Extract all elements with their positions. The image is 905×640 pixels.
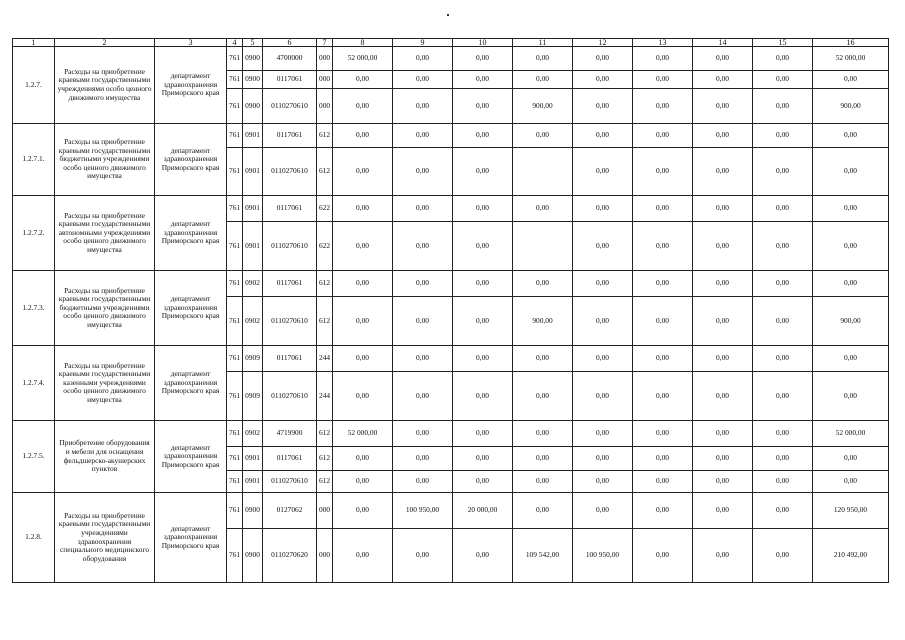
amount-col-11: 0,00 <box>513 71 573 89</box>
code-expense-type: 612 <box>317 421 333 447</box>
expense-description: Расходы на приобретение краевыми государственными учреждениями здравоохранения специального медицинского оборудования <box>55 493 155 583</box>
table-row <box>13 196 889 222</box>
department-name: департамент здравоохранения Приморского края <box>155 271 227 346</box>
department-name: департамент здравоохранения Приморского края <box>155 47 227 124</box>
code-ministry: 761 <box>227 148 243 196</box>
amount-col-12: 0,00 <box>573 447 633 471</box>
column-number-9: 9 <box>393 39 453 47</box>
amount-col-15: 0,00 <box>753 222 813 271</box>
code-target-item: 0117061 <box>263 271 317 297</box>
code-target-item: 0117061 <box>263 71 317 89</box>
amount-col-8: 0,00 <box>333 471 393 493</box>
amount-col-14: 0,00 <box>693 471 753 493</box>
code-section: 0901 <box>243 471 263 493</box>
amount-col-9: 0,00 <box>393 222 453 271</box>
amount-col-10: 0,00 <box>453 148 513 196</box>
code-ministry: 761 <box>227 471 243 493</box>
amount-col-12: 0,00 <box>573 89 633 124</box>
amount-col-14: 0,00 <box>693 222 753 271</box>
department-name: департамент здравоохранения Приморского края <box>155 346 227 421</box>
code-section: 0901 <box>243 148 263 196</box>
code-expense-type: 244 <box>317 346 333 372</box>
amount-col-11: 0,00 <box>513 196 573 222</box>
code-section: 0902 <box>243 297 263 346</box>
code-section: 0909 <box>243 372 263 421</box>
amount-col-12: 0,00 <box>573 271 633 297</box>
code-expense-type: 000 <box>317 71 333 89</box>
amount-col-9: 0,00 <box>393 148 453 196</box>
amount-col-15: 0,00 <box>753 372 813 421</box>
expense-description: Приобретение оборудования и мебели для оснащения фельдшерско-акушерских пунктов <box>55 421 155 493</box>
column-number-16: 16 <box>813 39 889 47</box>
amount-col-14: 0,00 <box>693 493 753 529</box>
amount-col-14: 0,00 <box>693 372 753 421</box>
amount-col-16: 0,00 <box>813 222 889 271</box>
code-expense-type: 000 <box>317 493 333 529</box>
code-ministry: 761 <box>227 447 243 471</box>
code-target-item: 0110270610 <box>263 89 317 124</box>
column-number-14: 14 <box>693 39 753 47</box>
amount-col-14: 0,00 <box>693 297 753 346</box>
amount-col-14: 0,00 <box>693 421 753 447</box>
amount-col-16: 0,00 <box>813 124 889 148</box>
amount-col-13: 0,00 <box>633 493 693 529</box>
code-target-item: 0117061 <box>263 124 317 148</box>
amount-col-8: 0,00 <box>333 222 393 271</box>
amount-col-14: 0,00 <box>693 89 753 124</box>
amount-col-13: 0,00 <box>633 148 693 196</box>
amount-col-9: 0,00 <box>393 71 453 89</box>
code-expense-type: 244 <box>317 372 333 421</box>
row-number: 1.2.8. <box>13 493 55 583</box>
amount-col-11: 0,00 <box>513 471 573 493</box>
table-row <box>13 47 889 71</box>
column-number-1: 1 <box>13 39 55 47</box>
table-body <box>13 39 889 583</box>
amount-col-15: 0,00 <box>753 89 813 124</box>
amount-col-8: 0,00 <box>333 529 393 583</box>
code-expense-type: 612 <box>317 471 333 493</box>
column-number-4: 4 <box>227 39 243 47</box>
column-number-5: 5 <box>243 39 263 47</box>
amount-col-11: 900,00 <box>513 89 573 124</box>
column-number-3: 3 <box>155 39 227 47</box>
row-number: 1.2.7.5. <box>13 421 55 493</box>
amount-col-8: 0,00 <box>333 124 393 148</box>
amount-col-11: 0,00 <box>513 47 573 71</box>
table-row <box>13 421 889 447</box>
amount-col-15: 0,00 <box>753 529 813 583</box>
code-expense-type: 612 <box>317 447 333 471</box>
column-number-8: 8 <box>333 39 393 47</box>
amount-col-8: 0,00 <box>333 447 393 471</box>
amount-col-12: 0,00 <box>573 71 633 89</box>
amount-col-16: 900,00 <box>813 89 889 124</box>
amount-col-8: 52 000,00 <box>333 421 393 447</box>
table-row <box>13 124 889 148</box>
amount-col-10: 0,00 <box>453 529 513 583</box>
amount-col-12: 0,00 <box>573 421 633 447</box>
code-section: 0900 <box>243 71 263 89</box>
amount-col-10: 0,00 <box>453 372 513 421</box>
code-target-item: 0110270610 <box>263 471 317 493</box>
amount-col-8: 0,00 <box>333 297 393 346</box>
amount-col-13: 0,00 <box>633 372 693 421</box>
amount-col-12: 0,00 <box>573 471 633 493</box>
amount-col-11: 0,00 <box>513 271 573 297</box>
amount-col-8: 52 000,00 <box>333 47 393 71</box>
table-row <box>13 493 889 529</box>
amount-col-8: 0,00 <box>333 372 393 421</box>
code-target-item: 0117061 <box>263 346 317 372</box>
code-target-item: 4700000 <box>263 47 317 71</box>
expense-description: Расходы на приобретение краевыми государственными бюджетными учреждениями особо ценного движимого имущества <box>55 271 155 346</box>
code-target-item: 0110270610 <box>263 148 317 196</box>
amount-col-12: 0,00 <box>573 47 633 71</box>
amount-col-8: 0,00 <box>333 196 393 222</box>
row-number: 1.2.7.2. <box>13 196 55 271</box>
amount-col-16: 0,00 <box>813 346 889 372</box>
amount-col-9: 0,00 <box>393 346 453 372</box>
expense-description: Расходы на приобретение краевыми государственными автономными учреждениями особо ценного движимого имущества <box>55 196 155 271</box>
amount-col-10: 20 000,00 <box>453 493 513 529</box>
expense-description: Расходы на приобретение краевыми государственными казенными учреждениями особо ценного движимого имущества <box>55 346 155 421</box>
amount-col-11: 0,00 <box>513 346 573 372</box>
amount-col-11: 0,00 <box>513 421 573 447</box>
amount-col-11: 109 542,00 <box>513 529 573 583</box>
code-expense-type: 622 <box>317 196 333 222</box>
amount-col-8: 0,00 <box>333 346 393 372</box>
row-number: 1.2.7.4. <box>13 346 55 421</box>
amount-col-9: 0,00 <box>393 447 453 471</box>
code-section: 0901 <box>243 196 263 222</box>
code-section: 0901 <box>243 447 263 471</box>
code-ministry: 761 <box>227 47 243 71</box>
column-number-15: 15 <box>753 39 813 47</box>
code-ministry: 761 <box>227 222 243 271</box>
code-expense-type: 612 <box>317 271 333 297</box>
amount-col-15: 0,00 <box>753 71 813 89</box>
amount-col-10: 0,00 <box>453 297 513 346</box>
amount-col-10: 0,00 <box>453 447 513 471</box>
amount-col-13: 0,00 <box>633 346 693 372</box>
code-section: 0902 <box>243 421 263 447</box>
amount-col-13: 0,00 <box>633 471 693 493</box>
budget-table <box>12 38 889 583</box>
amount-col-9: 0,00 <box>393 89 453 124</box>
amount-col-10: 0,00 <box>453 471 513 493</box>
column-number-10: 10 <box>453 39 513 47</box>
amount-col-14: 0,00 <box>693 447 753 471</box>
amount-col-15: 0,00 <box>753 471 813 493</box>
code-ministry: 761 <box>227 372 243 421</box>
code-section: 0900 <box>243 89 263 124</box>
amount-col-11: 0,00 <box>513 372 573 421</box>
amount-col-13: 0,00 <box>633 71 693 89</box>
amount-col-10: 0,00 <box>453 124 513 148</box>
code-expense-type: 622 <box>317 222 333 271</box>
amount-col-13: 0,00 <box>633 271 693 297</box>
code-ministry: 761 <box>227 71 243 89</box>
code-target-item: 4719900 <box>263 421 317 447</box>
column-number-6: 6 <box>263 39 317 47</box>
table-row <box>13 346 889 372</box>
amount-col-13: 0,00 <box>633 297 693 346</box>
amount-col-13: 0,00 <box>633 529 693 583</box>
amount-col-11 <box>513 222 573 271</box>
code-section: 0901 <box>243 222 263 271</box>
amount-col-12: 0,00 <box>573 148 633 196</box>
amount-col-11: 900,00 <box>513 297 573 346</box>
amount-col-9: 100 950,00 <box>393 493 453 529</box>
amount-col-15: 0,00 <box>753 447 813 471</box>
amount-col-8: 0,00 <box>333 71 393 89</box>
amount-col-9: 0,00 <box>393 271 453 297</box>
code-target-item: 0110270610 <box>263 297 317 346</box>
amount-col-13: 0,00 <box>633 47 693 71</box>
amount-col-15: 0,00 <box>753 297 813 346</box>
scan-dot <box>447 14 449 16</box>
amount-col-9: 0,00 <box>393 124 453 148</box>
amount-col-9: 0,00 <box>393 372 453 421</box>
amount-col-16: 120 950,00 <box>813 493 889 529</box>
code-target-item: 0110270620 <box>263 529 317 583</box>
code-section: 0902 <box>243 271 263 297</box>
amount-col-12: 0,00 <box>573 346 633 372</box>
code-expense-type: 000 <box>317 529 333 583</box>
header-row <box>13 39 889 47</box>
amount-col-16: 900,00 <box>813 297 889 346</box>
amount-col-9: 0,00 <box>393 471 453 493</box>
amount-col-9: 0,00 <box>393 47 453 71</box>
amount-col-12: 100 950,00 <box>573 529 633 583</box>
amount-col-12: 0,00 <box>573 222 633 271</box>
code-section: 0900 <box>243 529 263 583</box>
row-number: 1.2.7.3. <box>13 271 55 346</box>
code-ministry: 761 <box>227 124 243 148</box>
amount-col-8: 0,00 <box>333 493 393 529</box>
amount-col-13: 0,00 <box>633 89 693 124</box>
column-number-13: 13 <box>633 39 693 47</box>
amount-col-16: 52 000,00 <box>813 47 889 71</box>
amount-col-15: 0,00 <box>753 271 813 297</box>
amount-col-13: 0,00 <box>633 124 693 148</box>
amount-col-10: 0,00 <box>453 71 513 89</box>
code-target-item: 0127062 <box>263 493 317 529</box>
amount-col-9: 0,00 <box>393 196 453 222</box>
amount-col-8: 0,00 <box>333 148 393 196</box>
column-number-11: 11 <box>513 39 573 47</box>
amount-col-11: 0,00 <box>513 124 573 148</box>
code-expense-type: 612 <box>317 148 333 196</box>
column-number-12: 12 <box>573 39 633 47</box>
code-target-item: 0117061 <box>263 196 317 222</box>
amount-col-11: 0,00 <box>513 447 573 471</box>
amount-col-8: 0,00 <box>333 89 393 124</box>
amount-col-16: 210 492,00 <box>813 529 889 583</box>
amount-col-12: 0,00 <box>573 124 633 148</box>
amount-col-13: 0,00 <box>633 196 693 222</box>
code-ministry: 761 <box>227 529 243 583</box>
amount-col-16: 0,00 <box>813 271 889 297</box>
amount-col-16: 0,00 <box>813 71 889 89</box>
code-ministry: 761 <box>227 346 243 372</box>
amount-col-15: 0,00 <box>753 124 813 148</box>
code-ministry: 761 <box>227 89 243 124</box>
amount-col-14: 0,00 <box>693 271 753 297</box>
amount-col-12: 0,00 <box>573 493 633 529</box>
code-ministry: 761 <box>227 196 243 222</box>
amount-col-16: 0,00 <box>813 447 889 471</box>
amount-col-12: 0,00 <box>573 372 633 421</box>
amount-col-16: 0,00 <box>813 148 889 196</box>
code-target-item: 0117061 <box>263 447 317 471</box>
amount-col-13: 0,00 <box>633 447 693 471</box>
row-number: 1.2.7. <box>13 47 55 124</box>
amount-col-16: 0,00 <box>813 471 889 493</box>
column-number-7: 7 <box>317 39 333 47</box>
code-ministry: 761 <box>227 421 243 447</box>
amount-col-14: 0,00 <box>693 71 753 89</box>
amount-col-10: 0,00 <box>453 271 513 297</box>
code-section: 0909 <box>243 346 263 372</box>
department-name: департамент здравоохранения Приморского края <box>155 493 227 583</box>
amount-col-14: 0,00 <box>693 47 753 71</box>
amount-col-10: 0,00 <box>453 222 513 271</box>
amount-col-14: 0,00 <box>693 196 753 222</box>
amount-col-9: 0,00 <box>393 421 453 447</box>
code-target-item: 0110270610 <box>263 222 317 271</box>
code-expense-type: 000 <box>317 89 333 124</box>
amount-col-16: 52 000,00 <box>813 421 889 447</box>
amount-col-16: 0,00 <box>813 196 889 222</box>
amount-col-14: 0,00 <box>693 124 753 148</box>
code-expense-type: 000 <box>317 47 333 71</box>
amount-col-15: 0,00 <box>753 421 813 447</box>
code-ministry: 761 <box>227 493 243 529</box>
code-section: 0900 <box>243 493 263 529</box>
table-row <box>13 271 889 297</box>
amount-col-11 <box>513 148 573 196</box>
amount-col-14: 0,00 <box>693 529 753 583</box>
amount-col-15: 0,00 <box>753 346 813 372</box>
code-section: 0900 <box>243 47 263 71</box>
code-section: 0901 <box>243 124 263 148</box>
amount-col-9: 0,00 <box>393 297 453 346</box>
code-ministry: 761 <box>227 297 243 346</box>
department-name: департамент здравоохранения Приморского края <box>155 124 227 196</box>
amount-col-10: 0,00 <box>453 346 513 372</box>
column-number-2: 2 <box>55 39 155 47</box>
amount-col-15: 0,00 <box>753 47 813 71</box>
amount-col-15: 0,00 <box>753 493 813 529</box>
amount-col-8: 0,00 <box>333 271 393 297</box>
amount-col-10: 0,00 <box>453 47 513 71</box>
expense-description: Расходы на приобретение краевыми государственными бюджетными учреждениями особо ценного движимого имущества <box>55 124 155 196</box>
amount-col-14: 0,00 <box>693 148 753 196</box>
amount-col-15: 0,00 <box>753 196 813 222</box>
row-number: 1.2.7.1. <box>13 124 55 196</box>
code-ministry: 761 <box>227 271 243 297</box>
amount-col-13: 0,00 <box>633 421 693 447</box>
amount-col-14: 0,00 <box>693 346 753 372</box>
department-name: департамент здравоохранения Приморского края <box>155 196 227 271</box>
amount-col-10: 0,00 <box>453 421 513 447</box>
code-expense-type: 612 <box>317 297 333 346</box>
amount-col-11: 0,00 <box>513 493 573 529</box>
amount-col-15: 0,00 <box>753 148 813 196</box>
amount-col-13: 0,00 <box>633 222 693 271</box>
amount-col-16: 0,00 <box>813 372 889 421</box>
amount-col-10: 0,00 <box>453 196 513 222</box>
department-name: департамент здравоохранения Приморского края <box>155 421 227 493</box>
expense-description: Расходы на приобретение краевыми государственными учреждениями особо ценного движимого имущества <box>55 47 155 124</box>
amount-col-12: 0,00 <box>573 297 633 346</box>
amount-col-10: 0,00 <box>453 89 513 124</box>
amount-col-9: 0,00 <box>393 529 453 583</box>
amount-col-12: 0,00 <box>573 196 633 222</box>
code-expense-type: 612 <box>317 124 333 148</box>
code-target-item: 0110270610 <box>263 372 317 421</box>
